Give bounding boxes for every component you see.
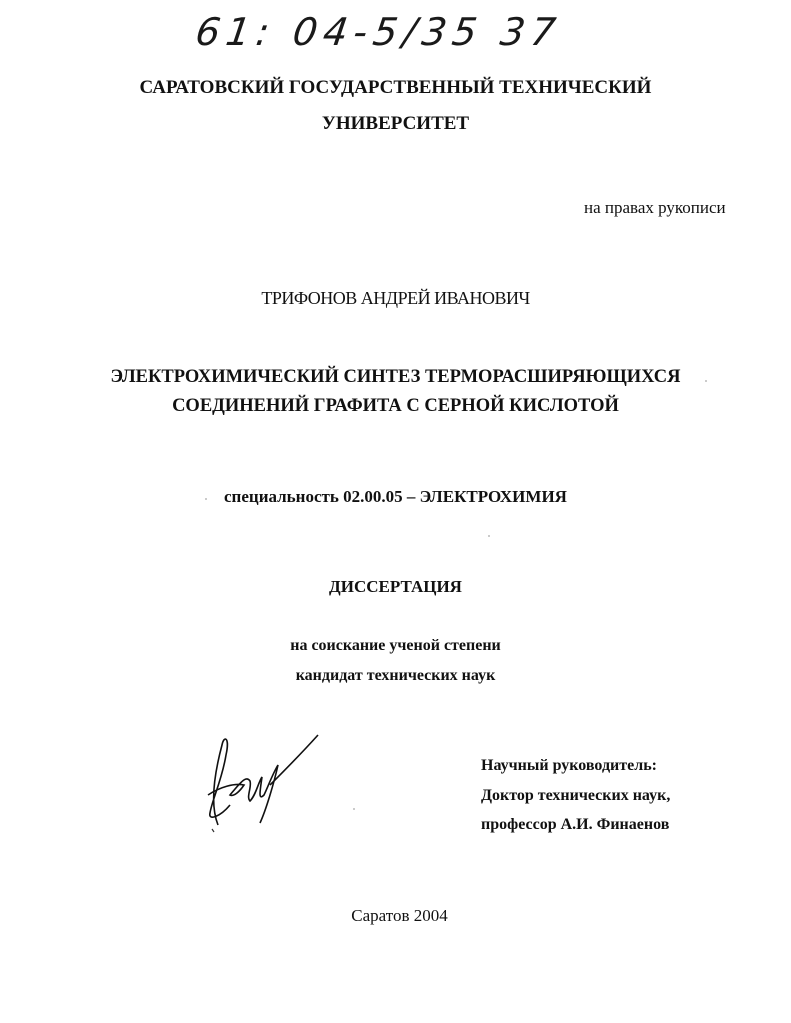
signature-icon (200, 725, 325, 835)
scan-speck (705, 380, 707, 382)
supervisor-label: Научный руководитель: (481, 757, 657, 774)
dissertation-title-line2: СОЕДИНЕНИЙ ГРАФИТА С СЕРНОЙ КИСЛОТОЙ (172, 396, 619, 416)
degree-line2: кандидат технических наук (295, 667, 496, 684)
manuscript-note: на правах рукописи (584, 198, 726, 217)
scan-speck (488, 535, 490, 537)
supervisor-degree: Доктор технических наук, (481, 787, 671, 804)
scan-speck (205, 498, 207, 500)
dissertation-title-line1: ЭЛЕКТРОХИМИЧЕСКИЙ СИНТЕЗ ТЕРМОРАСШИРЯЮЩИХСЯ (110, 367, 681, 387)
specialty: специальность 02.00.05 – ЭЛЕКТРОХИМИЯ (224, 487, 567, 506)
university-name-line1: САРАТОВСКИЙ ГОСУДАРСТВЕННЫЙ ТЕХНИЧЕСКИЙ (139, 77, 652, 98)
archive-code: 61: 04-5/35 37 (192, 10, 565, 54)
degree-line1: на соискание ученой степени (290, 637, 501, 654)
place-and-year: Саратов 2004 (351, 906, 448, 925)
scan-speck (353, 808, 355, 810)
document-type: ДИССЕРТАЦИЯ (329, 577, 462, 596)
university-name-line2: УНИВЕРСИТЕТ (321, 113, 470, 134)
author-name: ТРИФОНОВ АНДРЕЙ ИВАНОВИЧ (261, 288, 530, 308)
supervisor-name: профессор А.И. Финаенов (481, 816, 670, 833)
